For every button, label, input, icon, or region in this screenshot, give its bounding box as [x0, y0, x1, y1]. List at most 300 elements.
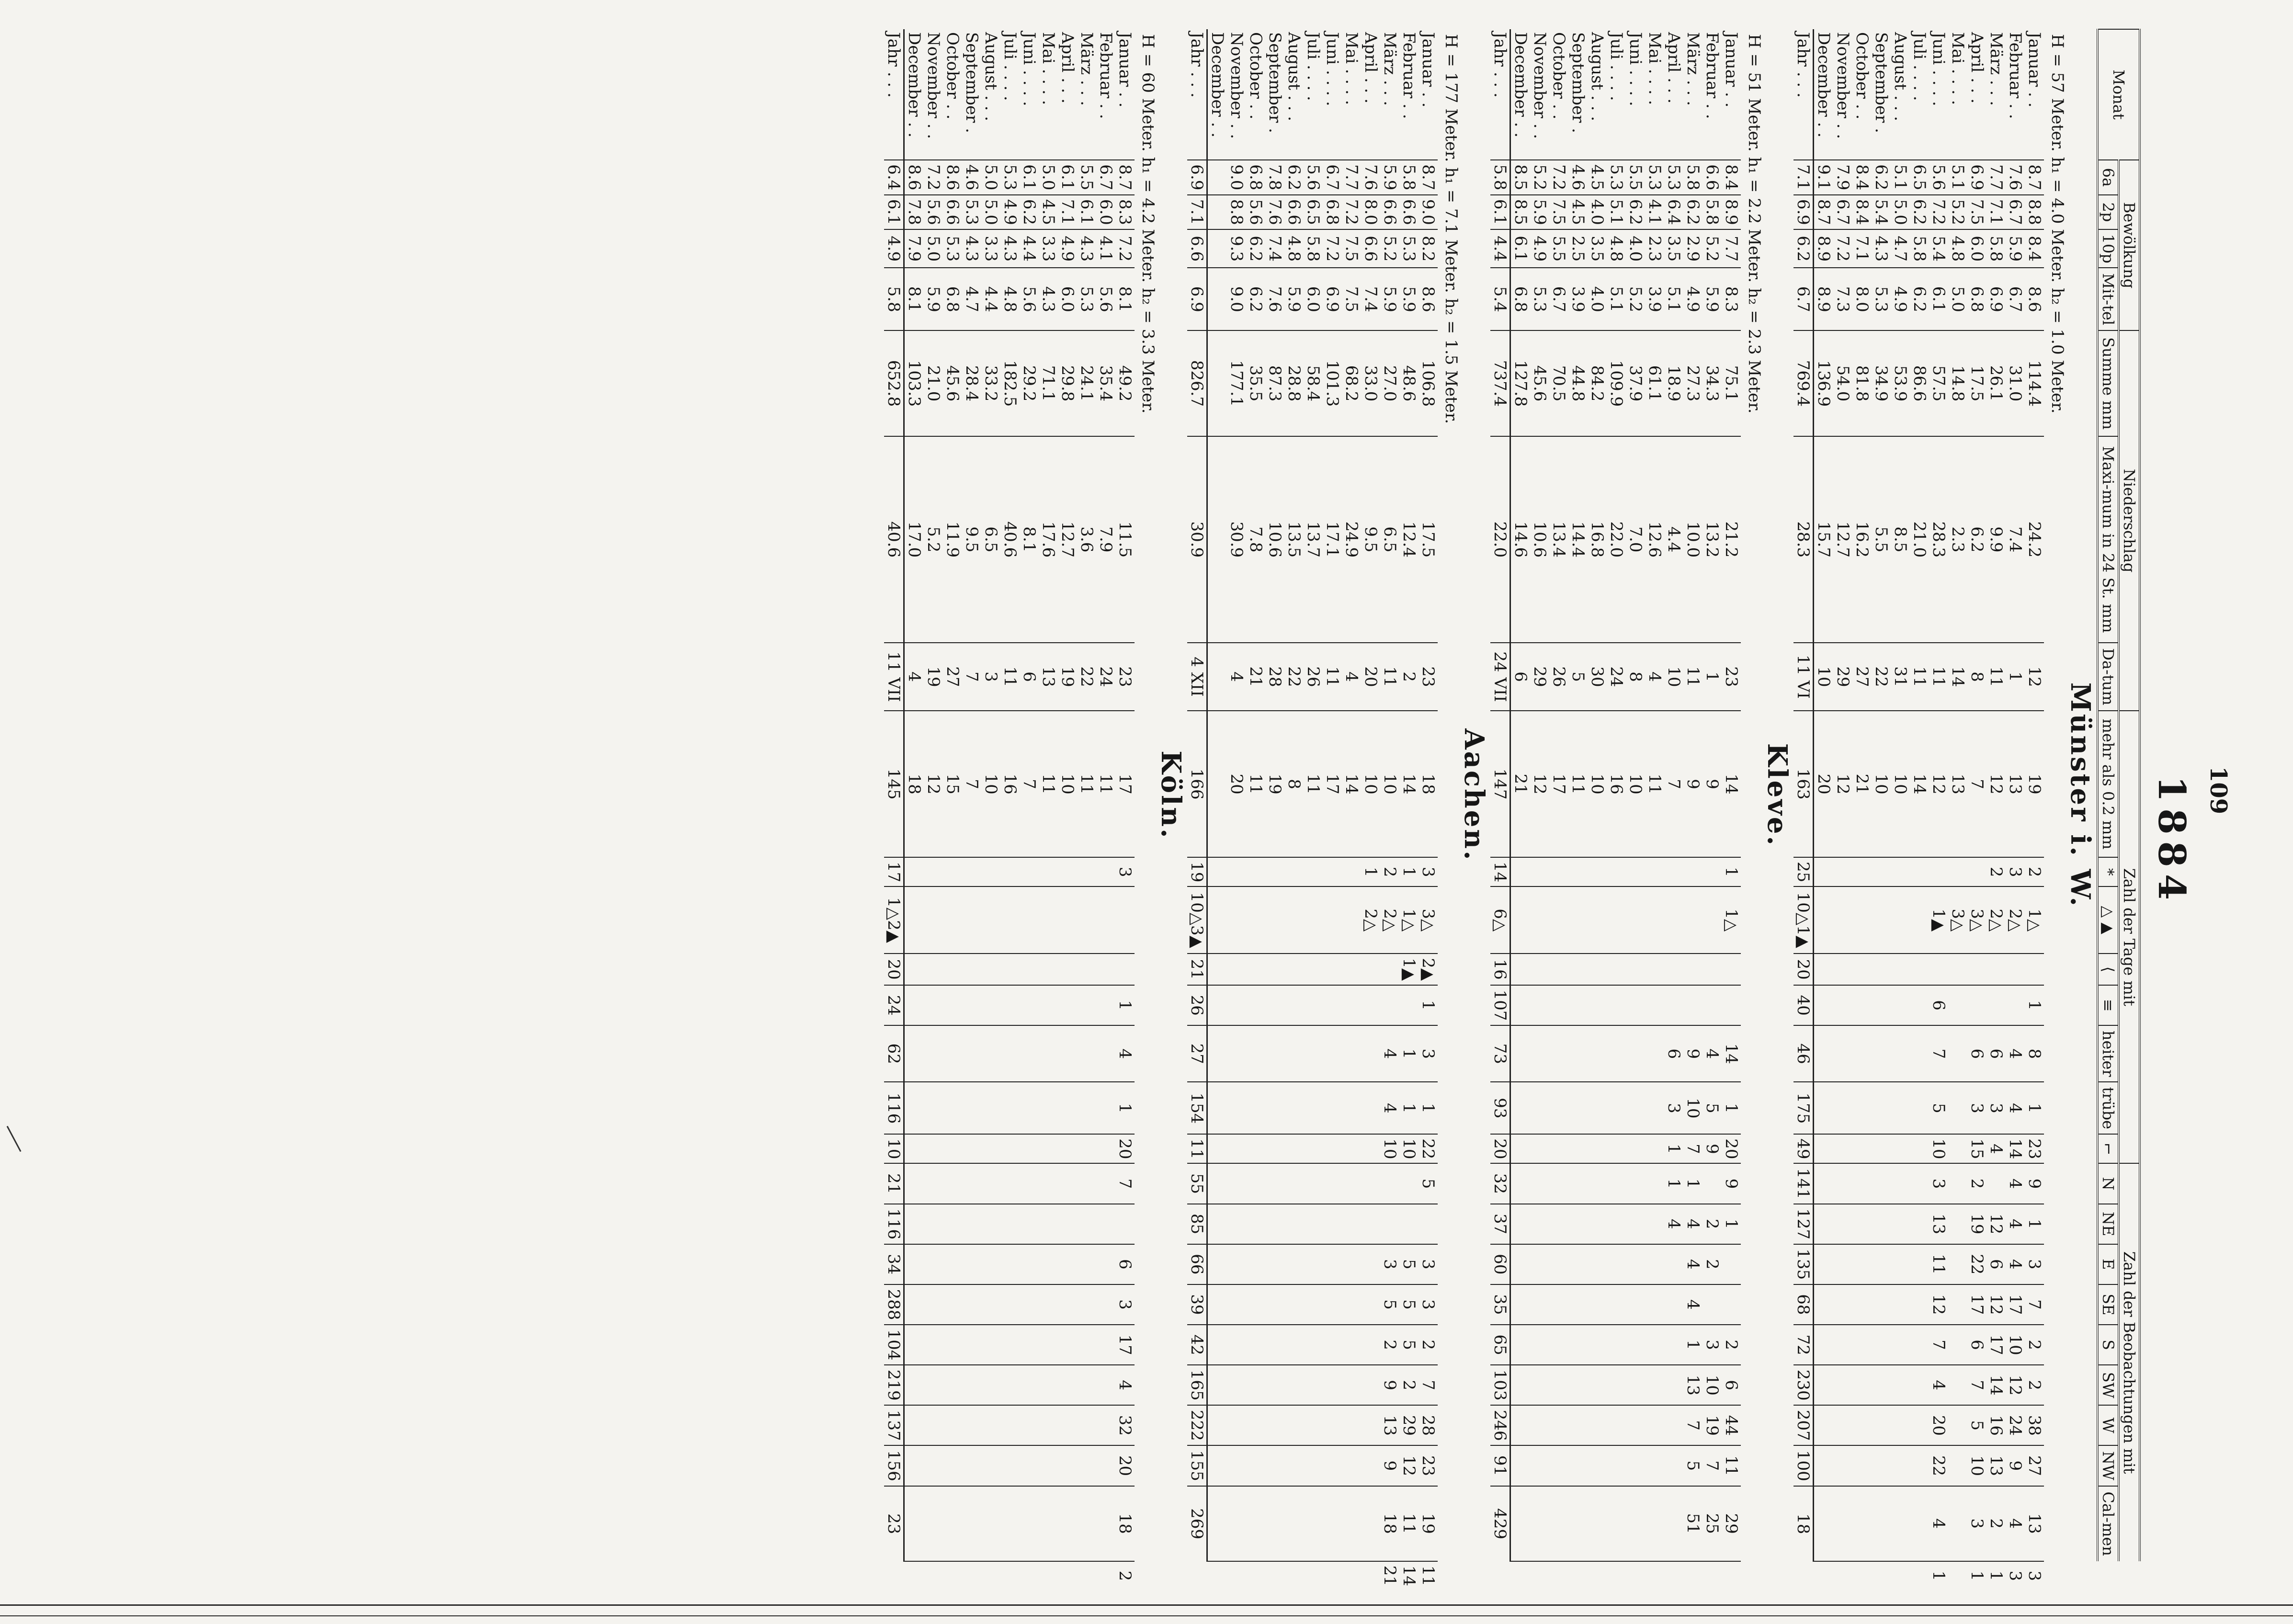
value-cell	[1207, 643, 1227, 711]
value-cell: 8	[1967, 643, 1987, 711]
value-cell	[1246, 1325, 1265, 1365]
value-cell	[1833, 1325, 1852, 1365]
value-cell	[1568, 1405, 1588, 1445]
value-cell: 5.8	[1910, 229, 1929, 268]
value-cell	[1207, 1284, 1227, 1325]
value-cell	[1872, 857, 1891, 886]
value-cell: 2	[2025, 857, 2044, 886]
value-cell: 5.5	[1872, 436, 1891, 643]
value-cell: 17.1	[1323, 436, 1342, 643]
value-cell: 17	[1967, 1284, 1987, 1325]
value-cell	[1588, 1134, 1607, 1163]
stray-pen-mark	[7, 1126, 22, 1152]
value-cell: 5.1	[1607, 195, 1626, 230]
value-cell	[1588, 1561, 1607, 1590]
value-cell	[1510, 857, 1531, 886]
value-cell	[962, 1365, 981, 1405]
value-cell: 6.2	[1246, 268, 1265, 330]
value-cell	[1304, 1163, 1323, 1204]
year-value-cell: 20	[884, 954, 904, 985]
value-cell: 10.6	[1530, 436, 1549, 643]
value-cell: 6	[1510, 643, 1531, 711]
year-value-cell: 116	[884, 1082, 904, 1134]
subheader-cell: ⟨	[2098, 954, 2119, 985]
value-cell: 11	[1568, 711, 1588, 857]
value-cell	[1323, 1204, 1342, 1244]
value-cell: 7.4	[2006, 436, 2025, 643]
subheader-cell: *	[2098, 857, 2119, 886]
value-cell	[1588, 985, 1607, 1025]
value-cell: 4.4	[1664, 436, 1683, 643]
value-cell	[1645, 1204, 1664, 1244]
value-cell	[1510, 1284, 1531, 1325]
value-cell: 7.8	[1246, 436, 1265, 643]
value-cell	[1039, 1325, 1058, 1365]
value-cell: 11.5	[1115, 436, 1135, 643]
value-cell: 23	[1115, 643, 1135, 711]
year-value-cell: 20	[1490, 1134, 1510, 1163]
value-cell	[2006, 954, 2025, 985]
subheader-cell: 2p	[2098, 195, 2119, 230]
value-cell	[1626, 1365, 1645, 1405]
subheader-cell: △ ▲	[2098, 886, 2119, 954]
value-cell: 6	[1967, 1325, 1987, 1365]
value-cell	[1284, 1325, 1304, 1365]
value-cell: 5.5	[1077, 160, 1096, 195]
value-cell	[1872, 1134, 1891, 1163]
year-value-cell: 32	[1490, 1163, 1510, 1204]
value-cell: 7.5	[1549, 195, 1568, 230]
value-cell	[1227, 886, 1246, 954]
year-value-cell: 68	[1794, 1284, 1814, 1325]
value-cell: 4.9	[1058, 229, 1077, 268]
value-cell: 16.8	[1588, 436, 1607, 643]
value-cell: 10	[1626, 711, 1645, 857]
value-cell	[1020, 1405, 1039, 1445]
value-cell	[1000, 1134, 1020, 1163]
value-cell	[962, 886, 981, 954]
value-cell	[1077, 1365, 1096, 1405]
value-cell: 3.6	[1077, 436, 1096, 643]
value-cell: 7	[1929, 1025, 1948, 1082]
table-row	[1380, 29, 1399, 1590]
value-cell: 13	[1380, 1405, 1399, 1445]
value-cell	[1530, 1405, 1549, 1445]
value-cell	[1645, 954, 1664, 985]
year-value-cell: 35	[1490, 1284, 1510, 1325]
value-cell	[1020, 1325, 1039, 1365]
value-cell: 7	[2025, 1284, 2044, 1325]
value-cell: 8.7	[1115, 160, 1135, 195]
value-cell	[1020, 954, 1039, 985]
value-cell	[1626, 1486, 1645, 1561]
year-value-cell: 17	[884, 857, 904, 886]
value-cell	[1207, 985, 1227, 1025]
year-value-cell: 27	[1187, 1025, 1207, 1082]
value-cell	[1703, 857, 1722, 886]
value-cell	[1549, 1204, 1568, 1244]
value-cell	[1872, 1405, 1891, 1445]
value-cell: 5.0	[1891, 195, 1910, 230]
value-cell: 4.3	[1077, 229, 1096, 268]
subheader-cell: S	[2098, 1325, 2119, 1365]
value-cell: 11	[1419, 1561, 1438, 1590]
value-cell	[962, 1163, 981, 1204]
year-value-cell: 7.1	[1794, 160, 1814, 195]
value-cell	[943, 1284, 962, 1325]
value-cell	[1722, 1284, 1741, 1325]
value-cell: 22	[1929, 1445, 1948, 1486]
value-cell	[1207, 1561, 1227, 1590]
year-total-row	[1794, 29, 1814, 1590]
value-cell	[1664, 1365, 1683, 1405]
value-cell	[1342, 1204, 1361, 1244]
value-cell	[1549, 1486, 1568, 1561]
year-value-cell: 175	[1794, 1082, 1814, 1134]
value-cell	[1361, 954, 1380, 985]
value-cell	[1361, 1163, 1380, 1204]
value-cell: 4.6	[962, 160, 981, 195]
value-cell: 9.9	[1987, 436, 2006, 643]
month-cell: März . . .	[1987, 32, 2006, 106]
value-cell	[1246, 985, 1265, 1025]
value-cell: 4	[1342, 643, 1361, 711]
value-cell	[1645, 1284, 1664, 1325]
value-cell	[1207, 268, 1227, 330]
value-cell: 9	[1683, 711, 1703, 857]
value-cell: 9	[1380, 1365, 1399, 1405]
value-cell	[1948, 954, 1967, 985]
value-cell	[904, 1163, 924, 1204]
value-cell	[1342, 1561, 1361, 1590]
value-cell	[962, 1405, 981, 1445]
value-cell	[1910, 1025, 1929, 1082]
value-cell	[904, 1486, 924, 1561]
value-cell: 10	[1058, 711, 1077, 857]
year-value-cell: 23	[884, 1486, 904, 1561]
value-cell	[1077, 857, 1096, 886]
value-cell: 6	[1967, 1025, 1987, 1082]
value-cell	[1039, 1025, 1058, 1082]
value-cell: 7.6	[1361, 160, 1380, 195]
value-cell: 38	[2025, 1405, 2044, 1445]
table-row	[1020, 29, 1039, 1590]
value-cell	[1304, 1025, 1323, 1082]
value-cell	[1323, 1082, 1342, 1134]
value-cell: 5	[1568, 643, 1588, 711]
value-cell: 4.8	[1607, 229, 1626, 268]
value-cell	[1891, 1445, 1910, 1486]
value-cell	[1607, 1244, 1626, 1284]
value-cell: 26	[1549, 643, 1568, 711]
value-cell	[1323, 1025, 1342, 1082]
value-cell	[904, 886, 924, 954]
year-value-cell: 30.9	[1187, 436, 1207, 643]
value-cell	[1077, 1486, 1096, 1561]
value-cell: 3	[2006, 857, 2025, 886]
value-cell	[1361, 1365, 1380, 1405]
value-cell: 11	[1077, 711, 1096, 857]
year-value-cell: 6.9	[1187, 160, 1207, 195]
value-cell: 9	[1722, 1163, 1741, 1204]
year-value-cell: 429	[1490, 1486, 1510, 1561]
value-cell: 5.6	[1929, 160, 1948, 195]
value-cell: 13	[1929, 1204, 1948, 1244]
value-cell: 177.1	[1227, 330, 1246, 436]
value-cell	[962, 1325, 981, 1365]
value-cell: 4	[1115, 1365, 1135, 1405]
value-cell: 3	[1967, 1486, 1987, 1561]
year-value-cell: 156	[884, 1445, 904, 1486]
value-cell: 7.9	[904, 229, 924, 268]
value-cell	[981, 1204, 1000, 1244]
value-cell	[1096, 1284, 1115, 1325]
value-cell	[1399, 1204, 1419, 1244]
station-height: H = 60 Meter. h₁ = 4.2 Meter. h₂ = 3.3 Meter.	[1138, 34, 1158, 414]
value-cell: 1	[1399, 857, 1419, 886]
station-name: Münster i. W.	[2065, 682, 2096, 909]
value-cell	[943, 1244, 962, 1284]
value-cell	[1588, 1486, 1607, 1561]
value-cell: 5.0	[1948, 268, 1967, 330]
year-value-cell: 26	[1187, 985, 1207, 1025]
value-cell: 4.4	[981, 268, 1000, 330]
year-value-cell: 769.4	[1794, 330, 1814, 436]
value-cell: 17.0	[904, 436, 924, 643]
value-cell	[1852, 1025, 1872, 1082]
value-cell: 35.5	[1246, 330, 1265, 436]
value-cell	[1000, 1405, 1020, 1445]
value-cell	[1872, 1325, 1891, 1365]
value-cell: 4	[2006, 1163, 2025, 1204]
value-cell	[943, 1082, 962, 1134]
value-cell: 20	[1929, 1405, 1948, 1445]
value-cell	[1852, 985, 1872, 1025]
value-cell	[1683, 985, 1703, 1025]
value-cell: 14	[1987, 1365, 2006, 1405]
value-cell	[1510, 1244, 1531, 1284]
value-cell: 4	[2006, 1082, 2025, 1134]
value-cell	[1852, 1163, 1872, 1204]
value-cell: 8.6	[904, 160, 924, 195]
value-cell: 4	[2006, 1244, 2025, 1284]
value-cell: 35.4	[1096, 330, 1115, 436]
value-cell: 23	[2025, 1134, 2044, 1163]
value-cell	[1891, 985, 1910, 1025]
value-cell	[1246, 1025, 1265, 1082]
page-number: 109	[2205, 766, 2232, 815]
value-cell: 5.9	[2006, 229, 2025, 268]
value-cell	[1607, 985, 1626, 1025]
value-cell	[1058, 1163, 1077, 1204]
value-cell	[1588, 1284, 1607, 1325]
value-cell: 6.7	[2006, 195, 2025, 230]
value-cell	[1891, 1365, 1910, 1405]
value-cell: 4	[1380, 1025, 1399, 1082]
value-cell	[1207, 1025, 1227, 1082]
value-cell	[1077, 1284, 1096, 1325]
value-cell: 23	[1419, 1445, 1438, 1486]
value-cell: 5	[1399, 1244, 1419, 1284]
value-cell	[924, 1486, 943, 1561]
month-cell: December . .	[905, 32, 924, 138]
year-value-cell: 166	[1187, 711, 1207, 857]
value-cell	[1077, 954, 1096, 985]
value-cell: 9.0	[1227, 160, 1246, 195]
value-cell	[1227, 1082, 1246, 1134]
value-cell	[1530, 1025, 1549, 1082]
table-row	[1588, 29, 1607, 1590]
value-cell	[1207, 229, 1227, 268]
value-cell	[1304, 1365, 1323, 1405]
value-cell	[1626, 857, 1645, 886]
year-value-cell: 91	[1490, 1445, 1510, 1486]
value-cell: 7	[962, 711, 981, 857]
value-cell	[1852, 1445, 1872, 1486]
value-cell: 6.2	[1626, 195, 1645, 230]
value-cell: 16	[1607, 711, 1626, 857]
value-cell	[1039, 985, 1058, 1025]
value-cell: 5	[1703, 1082, 1722, 1134]
year-value-cell: 24 VII	[1490, 643, 1510, 711]
value-cell	[1833, 1486, 1852, 1561]
value-cell	[1549, 886, 1568, 954]
value-cell: 2	[1703, 1244, 1722, 1284]
value-cell: 8.4	[2025, 229, 2044, 268]
value-cell	[1588, 1445, 1607, 1486]
value-cell: 6.1	[1929, 268, 1948, 330]
year-value-cell: 269	[1187, 1486, 1207, 1561]
value-cell: 5.1	[1948, 160, 1967, 195]
value-cell: 3	[1419, 1244, 1438, 1284]
value-cell: 5.3	[1000, 160, 1020, 195]
value-cell	[1607, 1163, 1626, 1204]
value-cell: 6.5	[1304, 195, 1323, 230]
value-cell: 4.9	[1000, 195, 1020, 230]
value-cell: 2	[1987, 857, 2006, 886]
value-cell	[1588, 1325, 1607, 1365]
value-cell	[1207, 857, 1227, 886]
value-cell	[1207, 1405, 1227, 1445]
header-niederschlag: Niederschlag	[2119, 330, 2140, 711]
value-cell: 4	[904, 643, 924, 711]
value-cell	[1020, 1561, 1039, 1590]
station-name: Köln.	[1155, 750, 1187, 840]
value-cell	[1342, 1486, 1361, 1561]
value-cell: 12	[1399, 1445, 1419, 1486]
value-cell	[981, 857, 1000, 886]
value-cell	[1510, 1365, 1531, 1405]
value-cell: 23	[1419, 643, 1438, 711]
year-value-cell: 155	[1187, 1445, 1207, 1486]
value-cell	[1948, 1561, 1967, 1590]
value-cell	[1645, 1445, 1664, 1486]
value-cell	[1096, 1244, 1115, 1284]
value-cell	[1872, 1284, 1891, 1325]
value-cell: 5.0	[981, 195, 1000, 230]
value-cell: 6.2	[1910, 195, 1929, 230]
value-cell	[1872, 1365, 1891, 1405]
value-cell: 30	[1588, 643, 1607, 711]
value-cell	[1703, 1163, 1722, 1204]
subheader-cell: 10p	[2098, 229, 2119, 268]
year-value-cell: 18	[1794, 1486, 1814, 1561]
value-cell	[1323, 954, 1342, 985]
value-cell	[1626, 1204, 1645, 1244]
value-cell	[1833, 1561, 1852, 1590]
value-cell: 3	[2025, 1244, 2044, 1284]
value-cell	[1852, 1082, 1872, 1134]
value-cell	[1664, 954, 1683, 985]
table-row	[1304, 29, 1323, 1590]
value-cell	[1664, 1405, 1683, 1445]
value-cell: 5.8	[1683, 160, 1703, 195]
value-cell	[1530, 1445, 1549, 1486]
value-cell: 4	[1227, 643, 1246, 711]
value-cell: 5.9	[1530, 195, 1549, 230]
value-cell	[1814, 1365, 1834, 1405]
value-cell	[1039, 1561, 1058, 1590]
year-value-cell: 66	[1187, 1244, 1207, 1284]
value-cell: 10.0	[1683, 436, 1703, 643]
value-cell	[924, 1025, 943, 1082]
value-cell	[1664, 1445, 1683, 1486]
value-cell: 17.6	[1039, 436, 1058, 643]
month-cell: August . . .	[981, 32, 1000, 122]
value-cell: 18	[904, 711, 924, 857]
value-cell	[1361, 1244, 1380, 1284]
value-cell: 10	[981, 711, 1000, 857]
value-cell	[1833, 954, 1852, 985]
value-cell: 5.8	[1703, 195, 1722, 230]
value-cell	[1814, 1405, 1834, 1445]
value-cell: 1	[1361, 857, 1380, 886]
value-cell: 16	[1000, 711, 1020, 857]
value-cell: 10	[1361, 711, 1380, 857]
value-cell: 4.9	[1530, 229, 1549, 268]
value-cell: 11.9	[943, 436, 962, 643]
value-cell	[1967, 954, 1987, 985]
value-cell	[1891, 1244, 1910, 1284]
value-cell	[1342, 1134, 1361, 1163]
value-cell	[904, 1405, 924, 1445]
value-cell: 4.0	[1588, 195, 1607, 230]
value-cell: 4.8	[1284, 229, 1304, 268]
month-cell: April . . .	[1664, 32, 1683, 104]
value-cell	[1323, 985, 1342, 1025]
value-cell: 8.1	[1020, 436, 1039, 643]
table-row	[1246, 29, 1265, 1590]
value-cell: 14	[2006, 1134, 2025, 1163]
value-cell: 109.9	[1607, 330, 1626, 436]
value-cell: 1	[1399, 1025, 1419, 1082]
value-cell	[1510, 1163, 1531, 1204]
month-cell: Mai . . . .	[1645, 32, 1664, 105]
value-cell	[1096, 1486, 1115, 1561]
value-cell: 23	[1722, 643, 1741, 711]
value-cell	[1948, 1025, 1967, 1082]
value-cell	[1284, 1561, 1304, 1590]
value-cell	[1361, 1204, 1380, 1244]
value-cell: 44.8	[1568, 330, 1588, 436]
value-cell	[1891, 1204, 1910, 1244]
value-cell: 9.0	[1419, 195, 1438, 230]
value-cell	[1626, 1445, 1645, 1486]
value-cell	[1039, 1284, 1058, 1325]
value-cell: 6.2	[1967, 436, 1987, 643]
value-cell	[1852, 1134, 1872, 1163]
value-cell: 6.2	[1284, 160, 1304, 195]
